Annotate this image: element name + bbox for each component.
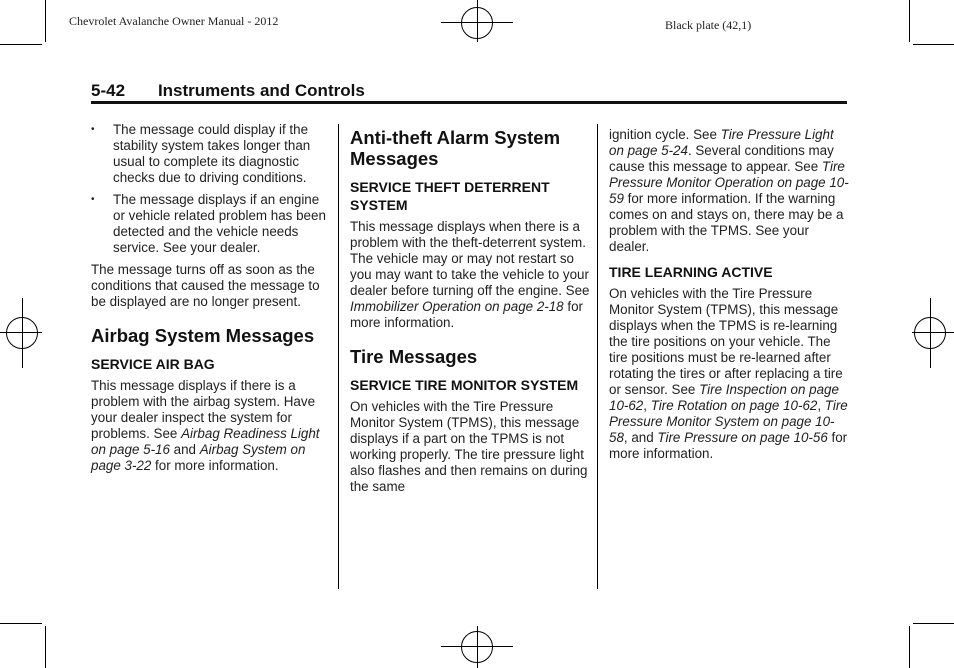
bullet-icon: • (91, 194, 95, 205)
theft-paragraph: This message displays when there is a problem with the theft-deterrent system. The vehicle may or may not restart so you may want to take the vehicle to your dealer before turning off the engine. See Immobilizer Operation on page 2-18 for more information. (350, 219, 590, 330)
column-divider (597, 124, 598, 589)
column-divider (338, 124, 339, 589)
document-title: Chevrolet Avalanche Owner Manual - 2012 (69, 14, 279, 28)
section-header (91, 81, 847, 101)
tire-subheading: SERVICE TIRE MONITOR SYSTEM (350, 377, 579, 393)
section-title: Instruments and Controls (157, 81, 365, 100)
crop-mark (909, 0, 910, 42)
cross-reference-link[interactable]: Tire Inspection on page 10-62 (609, 382, 839, 413)
cross-reference-link[interactable]: Tire Pressure Monitor System on page 10-58 (609, 398, 848, 445)
crop-mark (909, 626, 910, 668)
tire-learning-paragraph: On vehicles with the Tire Pressure Monitor System (TPMS), this message displays when the TPMS is re-learning the tire positions on your vehicle. The tire positions must be re-learned after rotating the tires or after replacing a tire or sensor. See Tire Inspection on page 10-62, Tire Rotation on page 10-62, Tire Pressure Monitor System on page 10-58, and Tire Pressure on page 10-56 for more information. (609, 286, 848, 461)
list-item (91, 122, 331, 186)
cross-reference-link[interactable]: Tire Rotation on page 10-62 (650, 398, 818, 413)
page-number: 5-42 (91, 81, 126, 100)
crop-mark (45, 0, 46, 42)
paragraph: The message turns off as soon as the conditions that caused the message to be displayed are no longer present. (91, 262, 320, 309)
theft-subheading: SERVICE THEFT DETERRENT SYSTEM (350, 179, 550, 213)
crop-mark (913, 623, 954, 624)
crop-mark (45, 626, 46, 668)
list-item (91, 192, 331, 256)
crop-mark (0, 44, 42, 45)
cross-reference-link[interactable]: Airbag Readiness Light on page 5-16 (91, 426, 320, 457)
column-2 (350, 127, 590, 495)
header-rule (91, 101, 847, 104)
bullet-icon: • (91, 124, 95, 135)
cross-reference-link[interactable]: Tire Pressure on page 10-56 (657, 430, 828, 445)
plate-label: Black plate (42,1) (665, 18, 752, 32)
airbag-subheading: SERVICE AIR BAG (91, 356, 215, 372)
cross-reference-link[interactable]: Tire Pressure Monitor Operation on page 10-59 (609, 159, 849, 206)
cross-reference-link[interactable]: Immobilizer Operation on page 2-18 (350, 299, 564, 314)
crop-mark (913, 44, 954, 45)
column-3 (609, 127, 849, 462)
bullet-text: The message could display if the stability system takes longer than usual to complete its diagnostic checks due to driving conditions. (113, 122, 311, 185)
tire-heading: Tire Messages (350, 346, 478, 367)
column-1 (91, 122, 331, 474)
tpms-paragraph: ignition cycle. See Tire Pressure Light on page 5-24. Several conditions may cause this message to appear. See Tire Pressure Monitor Operation on page 10-59 for more information. If the warning comes on and stays on, there may be a problem with the TPMS. See your dealer. (609, 127, 849, 254)
tire-learning-subheading: TIRE LEARNING ACTIVE (609, 264, 773, 280)
airbag-heading: Airbag System Messages (91, 325, 315, 346)
airbag-paragraph: This message displays if there is a problem with the airbag system. Have your dealer inspect the system for problems. See Airbag Readiness Light on page 5-16 and Airbag System on page 3-22 for more information. (91, 378, 320, 473)
theft-heading: Anti-theft Alarm System Messages (350, 127, 561, 169)
cross-reference-link[interactable]: Airbag System on page 3-22 (91, 442, 306, 473)
tire-paragraph: On vehicles with the Tire Pressure Monitor System (TPMS), this message displays if a part on the TPMS is not working properly. The tire pressure light also flashes and then remains on during the same (350, 399, 588, 494)
bullet-text: The message displays if an engine or vehicle related problem has been detected and the vehicle needs service. See your dealer. (113, 192, 326, 255)
cross-reference-link[interactable]: Tire Pressure Light on page 5-24 (609, 127, 834, 158)
crop-mark (0, 623, 42, 624)
